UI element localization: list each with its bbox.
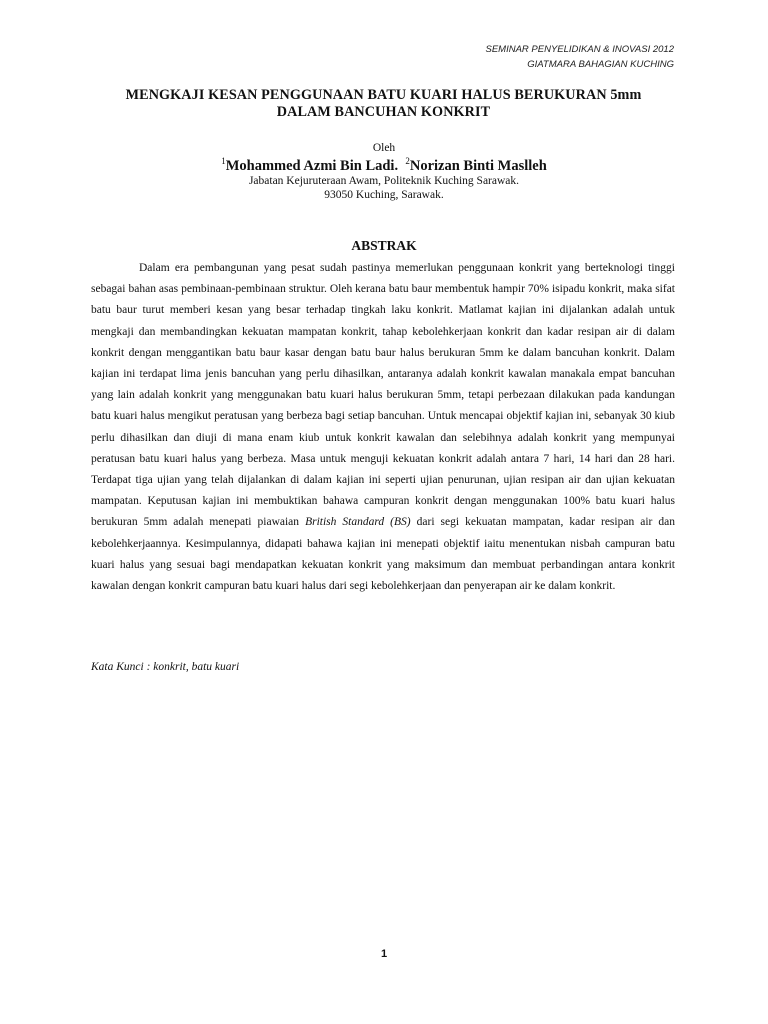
abstract-text-part-1: Dalam era pembangunan yang pesat sudah pastinya memerlukan penggunaan konkrit yang berteknologi tinggi sebagai bahan asas pembinaan-pembinaan struktur. Oleh kerana batu baur membentuk hampir 70% isipadu konkrit, maka sifat batu baur turut memberi kesan yang besar terhadap tingkah laku konkrit. Matlamat kajian ini dijalankan adalah untuk mengkaji dan membandingkan kekuatan mampatan konkrit, tahap kebolehkerjaan konkrit dan kadar resipan air di dalam konkrit dengan menggantikan batu baur kasar dengan batu baur halus berukuran 5mm ke dalam bancuhan konkrit. Dalam kajian ini terdapat lima jenis bancuhan yang perlu dihasilkan, antaranya adalah konkrit kawalan manakala empat bancuhan yang lain adalah konkrit yang menggunakan batu kuari halus berukuran 5mm, tetapi perbezaan dilakukan pada kandungan batu kuari halus mengikut peratusan yang berbeza bagi setiap bancuhan. Untuk mencapai objektif kajian ini, sebanyak 30 kiub perlu dihasilkan dan diuji di mana enam kiub untuk konkrit kawalan dan selebihnya adalah konkrit yang mempunyai peratusan batu kuari halus yang berbeza. Masa untuk menguji kekuatan konkrit adalah antara 7 hari, 14 hari dan 28 hari. Terdapat tiga ujian yang telah dijalankan di dalam kajian ini seperti ujian penurunan, ujian resipan air dan ujian kekuatan mampatan. Keputusan kajian ini membuktikan bahawa campuran konkrit dengan menggunakan 100% batu kuari halus berukuran 5mm adalah menepati piawaian bbox=[91, 262, 675, 529]
abstract-text-italic: British Standard (BS) bbox=[305, 516, 411, 529]
author-2-name: Norizan Binti Maslleh bbox=[409, 157, 547, 174]
affiliation-department: Jabatan Kejuruteraan Awam, Politeknik Kuching Sarawak. bbox=[248, 175, 520, 187]
affiliation bbox=[0, 175, 768, 202]
abstract-heading: ABSTRAK bbox=[351, 238, 417, 253]
author-list bbox=[0, 151, 768, 176]
paper-title-line-1: MENGKAJI KESAN PENGGUNAAN BATU KUARI HALUS BERUKURAN 5mm bbox=[125, 87, 642, 103]
author-separator: . bbox=[394, 157, 399, 174]
organizer-name: GIATMARA BAHAGIAN KUCHING bbox=[527, 59, 674, 70]
page-number: 1 bbox=[380, 948, 388, 960]
abstract-body bbox=[91, 258, 675, 597]
paper-title bbox=[90, 87, 677, 121]
author-2-marker: 2 bbox=[405, 156, 410, 166]
conference-name: SEMINAR PENYELIDIKAN & INOVASI 2012 bbox=[485, 44, 674, 55]
affiliation-address: 93050 Kuching, Sarawak. bbox=[324, 188, 444, 201]
byline-label: Oleh bbox=[372, 142, 396, 154]
paper-title-line-2: DALAM BANCUHAN KONKRIT bbox=[276, 104, 491, 120]
author-1-marker: 1 bbox=[221, 156, 226, 166]
running-header bbox=[486, 42, 675, 72]
keywords: Kata Kunci : konkrit, batu kuari bbox=[91, 661, 240, 673]
author-1-name: Mohammed Azmi Bin Ladi bbox=[225, 157, 395, 174]
abstract-text-part-2: dari segi kekuatan mampatan, kadar resipan air dan kebolehkerjaannya. Kesimpulannya, didapati bahawa kajian ini menepati objektif iaitu menentukan nisbah campuran batu kuari halus yang sesuai bagi mendapatkan kekuatan konkrit yang maksimum dan membuat perbandingan antara konkrit kawalan dengan konkrit campuran batu kuari halus dari segi kebolehkerjaan dan penyerapan air ke dalam konkrit. bbox=[91, 516, 675, 593]
